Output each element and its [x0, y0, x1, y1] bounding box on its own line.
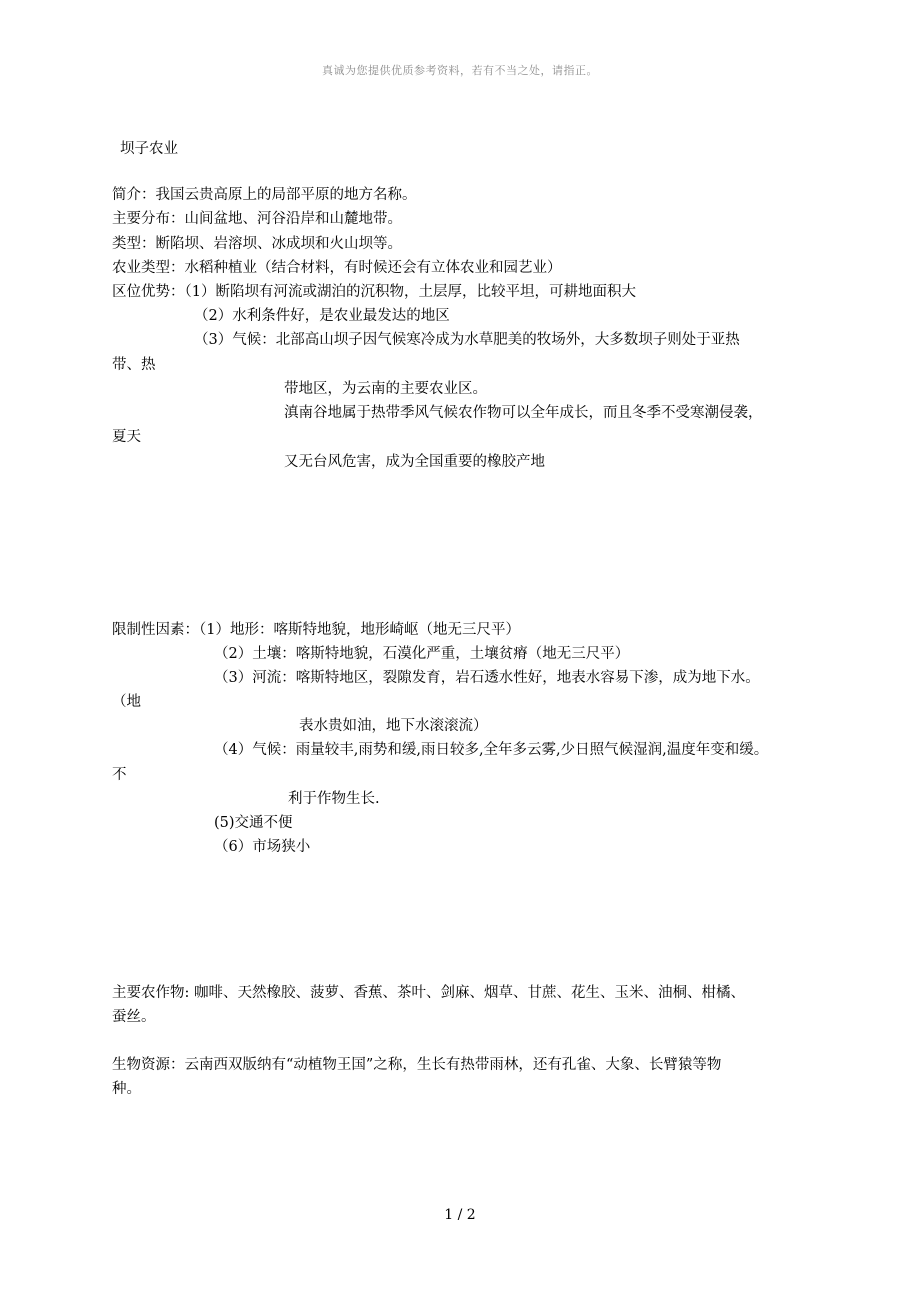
limit-line-1: 限制性因素：（1）地形：喀斯特地貌，地形崎岖（地无三尺平） — [112, 622, 520, 638]
advantage-line-5: 带地区，为云南的主要农业区。 — [284, 381, 487, 397]
advantage-line-3: （3）气候：北部高山坝子因气候寒冷成为水草肥美的牧场外，大多数坝子则处于亚热 — [194, 332, 740, 348]
advantage-line-6: 滇南谷地属于热带季风气候农作物可以全年成长，而且冬季不受寒潮侵袭， — [284, 405, 763, 421]
intro-line-4: 农业类型：水稻种植业（结合材料，有时候还会有立体农业和园艺业） — [112, 260, 562, 276]
intro-line-1: 简介：我国云贵高原上的局部平原的地方名称。 — [112, 187, 417, 203]
advantage-line-1: 区位优势：（1）断陷坝有河流或湖泊的沉积物，土层厚，比较平坦，可耕地面积大 — [112, 284, 636, 300]
advantage-line-2: （2）水利条件好，是农业最发达的地区 — [194, 308, 450, 324]
limit-line-7: 不 — [112, 767, 127, 783]
page-header-note: 真诚为您提供优质参考资料，若有不当之处，请指正。 — [322, 64, 598, 77]
limit-line-10: （6）市场狭小 — [214, 839, 311, 855]
limit-line-2: （2）土壤：喀斯特地貌，石漠化严重，土壤贫瘠（地无三尺平） — [214, 646, 630, 662]
page-number: 1 / 2 — [444, 1207, 476, 1223]
bio-line-2: 种。 — [112, 1081, 141, 1097]
crops-line-1: 主要农作物: 咖啡、天然橡胶、菠萝、香蕉、茶叶、剑麻、烟草、甘蔗、花生、玉米、油桐、柑橘、 — [112, 985, 745, 1001]
limit-line-3: （3）河流：喀斯特地区，裂隙发育，岩石透水性好，地表水容易下渗，成为地下水。 — [214, 670, 760, 686]
limit-line-8: 利于作物生长. — [288, 791, 380, 807]
bio-line-1: 生物资源：云南西双版纳有“动植物王国”之称，生长有热带雨林，还有孔雀、大象、长臂猿等物 — [112, 1057, 722, 1073]
advantage-line-8: 又无台风危害，成为全国重要的橡胶产地 — [284, 454, 545, 470]
intro-line-3: 类型：断陷坝、岩溶坝、冰成坝和火山坝等。 — [112, 236, 402, 252]
limit-line-5: 表水贵如油，地下水滚滚流） — [299, 718, 488, 734]
limit-line-4: （地 — [112, 694, 141, 710]
page-title: 坝子农业 — [120, 141, 178, 157]
advantage-line-4: 带、热 — [112, 357, 156, 373]
limit-line-6: （4）气候：雨量较丰,雨势和缓,雨日较多,全年多云雾,少日照气候湿润,温度年变和缓。 — [214, 742, 769, 758]
crops-line-2: 蚕丝。 — [112, 1009, 156, 1025]
advantage-line-7: 夏天 — [112, 429, 141, 445]
limit-line-9: (5)交通不便 — [214, 815, 293, 831]
intro-line-2: 主要分布：山间盆地、河谷沿岸和山麓地带。 — [112, 211, 402, 227]
